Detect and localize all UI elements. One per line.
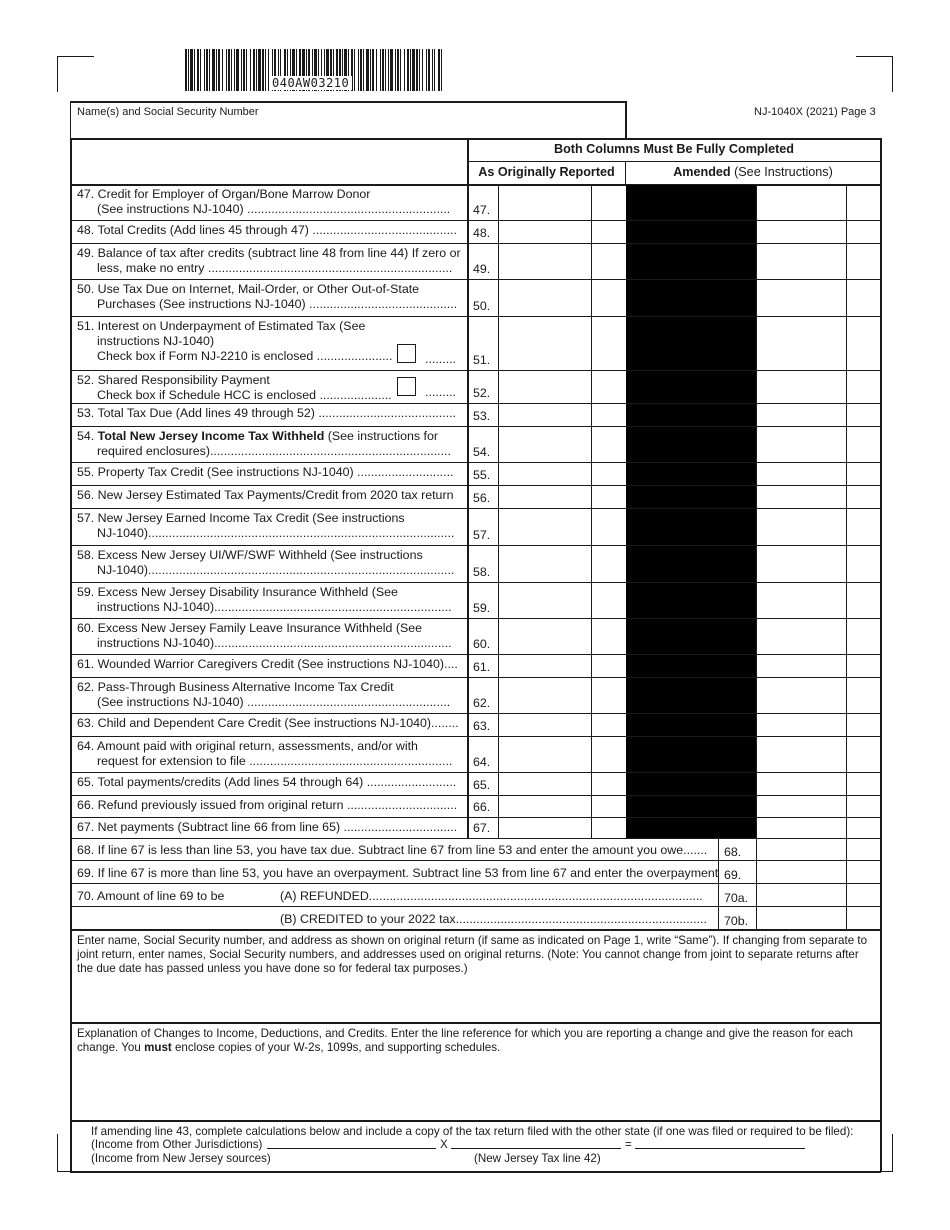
line-62-label: 62. Pass-Through Business Alternative Income Tax Credit (See instructions NJ-1040) ........................................................... bbox=[77, 680, 451, 709]
barcode-bar bbox=[416, 49, 418, 91]
barcode-bar bbox=[209, 49, 210, 91]
barcode-bar bbox=[236, 49, 239, 91]
barcode-bar bbox=[204, 49, 205, 91]
line-58-original-dollars-field[interactable] bbox=[499, 546, 591, 582]
line-63-amended-dollars-field[interactable] bbox=[757, 714, 846, 736]
line-56-label: 56. New Jersey Estimated Tax Payments/Credit from 2020 tax return bbox=[77, 488, 454, 502]
line-47-label: 47. Credit for Employer of Organ/Bone Marrow Donor (See instructions NJ-1040) ........................................................... bbox=[77, 187, 451, 216]
barcode-bar bbox=[358, 49, 359, 91]
line-61-amended-cents-field[interactable] bbox=[847, 655, 880, 677]
line-68-dollars-field[interactable] bbox=[757, 839, 846, 860]
barcode-bar bbox=[428, 49, 430, 91]
col-amended-heading: Amended (See Instructions) bbox=[673, 165, 833, 179]
line-51-original-cents-field[interactable] bbox=[592, 317, 625, 370]
line-60-number: 60. bbox=[473, 637, 491, 651]
line-70a-label: (A) REFUNDED................................................................................................. bbox=[280, 889, 703, 903]
line-61-original-cents-field[interactable] bbox=[592, 655, 625, 677]
line-64-amended-cents-field[interactable] bbox=[847, 737, 880, 772]
line-70a-number: 70a. bbox=[724, 891, 749, 905]
line-65-label: 65. Total payments/credits (Add lines 54 through 64) .......................... bbox=[77, 775, 457, 789]
barcode-bar bbox=[395, 49, 396, 91]
line-48-number: 48. bbox=[473, 226, 491, 240]
barcode-bar bbox=[400, 49, 401, 91]
line-62-amended-cents-field[interactable] bbox=[847, 678, 880, 713]
line-52-label: 52. Shared Responsibility Payment Check box if Schedule HCC is enclosed ..................... bbox=[77, 373, 392, 402]
barcode-bar bbox=[410, 49, 411, 91]
line-66-label: 66. Refund previously issued from original return ................................ bbox=[77, 798, 458, 812]
line-52-original-dollars-field[interactable] bbox=[499, 371, 591, 403]
income-nj-sources-label: (Income from New Jersey sources) bbox=[91, 1152, 271, 1165]
line-59-number: 59. bbox=[473, 601, 491, 615]
line-67-original-dollars-field[interactable] bbox=[499, 818, 591, 838]
line-64-original-cents-field[interactable] bbox=[592, 737, 625, 772]
barcode-bar bbox=[185, 49, 187, 91]
line-48-amended-cents-field[interactable] bbox=[847, 221, 880, 243]
line-59-amended-dollars-field[interactable] bbox=[757, 583, 846, 618]
line-65-original-cents-field[interactable] bbox=[592, 773, 625, 795]
line-63-label: 63. Child and Dependent Care Credit (See instructions NJ-1040)........ bbox=[77, 716, 459, 730]
line-68-cents-field[interactable] bbox=[847, 839, 880, 860]
line-59-original-dollars-field[interactable] bbox=[499, 583, 591, 618]
line-64-label: 64. Amount paid with original return, assessments, and/or with request for extension to file ........................................................... bbox=[77, 739, 453, 768]
line-65-amended-dollars-field[interactable] bbox=[757, 773, 846, 795]
line-51-original-dollars-field[interactable] bbox=[499, 317, 591, 370]
name-address-instructions: Enter name, Social Security number, and address as shown on original return (if same as indicated on Page 1, write “Same”). If changing from separate to joint return, enter names, Social Security numbers, and addresses used on original returns. (Note: You cannot change from joint to separate returns after the due date has passed unless you have done so for federal tax purposes.) bbox=[77, 934, 868, 975]
line-56-original-cents-field[interactable] bbox=[592, 486, 625, 508]
line-59-original-cents-field[interactable] bbox=[592, 583, 625, 618]
line-70a-dollars-field[interactable] bbox=[757, 884, 846, 906]
equals-sign: = bbox=[625, 1138, 632, 1151]
name-address-field[interactable] bbox=[72, 980, 879, 1021]
income-other-jurisdictions-label: (Income from Other Jurisdictions) bbox=[91, 1138, 263, 1151]
barcode-bar bbox=[212, 49, 215, 91]
barcode-bar bbox=[194, 49, 195, 91]
line-47-number: 47. bbox=[473, 203, 491, 217]
form-page-label: NJ-1040X (2021) Page 3 bbox=[754, 106, 876, 118]
line-56-original-dollars-field[interactable] bbox=[499, 486, 591, 508]
line-48-label: 48. Total Credits (Add lines 45 through 47) .......................................... bbox=[77, 223, 457, 237]
income-other-jurisdictions-line[interactable] bbox=[267, 1148, 436, 1149]
barcode-bar bbox=[441, 49, 442, 91]
explanation-instructions: Explanation of Changes to Income, Deductions, and Credits. Enter the line reference for which you are reporting a change and give the reason for each change. You must enclose copies of your W-2s, 1099s, and supporting schedules. bbox=[77, 1027, 853, 1054]
line-61-label: 61. Wounded Warrior Caregivers Credit (See instructions NJ-1040).... bbox=[77, 657, 458, 671]
line-60-amended-dollars-field[interactable] bbox=[757, 619, 846, 654]
barcode-text: 040AW03210 bbox=[269, 76, 352, 90]
line-62-original-cents-field[interactable] bbox=[592, 678, 625, 713]
line-58-original-cents-field[interactable] bbox=[592, 546, 625, 582]
line-66-original-dollars-field[interactable] bbox=[499, 796, 591, 817]
line-55-original-cents-field[interactable] bbox=[592, 463, 625, 485]
barcode-bar bbox=[241, 49, 242, 91]
barcode-bar bbox=[197, 49, 199, 91]
line-57-amended-dollars-field[interactable] bbox=[757, 509, 846, 545]
line-48-original-cents-field[interactable] bbox=[592, 221, 625, 243]
line-57-label: 57. New Jersey Earned Income Tax Credit (See instructions NJ-1040)......................................................................................... bbox=[77, 511, 455, 540]
line-67-original-cents-field[interactable] bbox=[592, 818, 625, 838]
barcode-bar bbox=[226, 49, 227, 91]
barcode-bar bbox=[265, 49, 266, 91]
line-51-amended-cents-field[interactable] bbox=[847, 317, 880, 370]
line-63-original-dollars-field[interactable] bbox=[499, 714, 591, 736]
line-66-amended-dollars-field[interactable] bbox=[757, 796, 846, 817]
line-49-original-dollars-field[interactable] bbox=[499, 244, 591, 279]
barcode bbox=[185, 49, 443, 91]
line-47-amended-dollars-field[interactable] bbox=[757, 185, 846, 220]
line-66-amended-cents-field[interactable] bbox=[847, 796, 880, 817]
line-60-original-cents-field[interactable] bbox=[592, 619, 625, 654]
barcode-bar bbox=[258, 49, 261, 91]
line-67-amended-dollars-field[interactable] bbox=[757, 818, 846, 838]
barcode-bar bbox=[231, 49, 232, 91]
line-51-label: 51. Interest on Underpayment of Estimated Tax (See instructions NJ-1040) Check box if Form NJ-2210 is enclosed ...................... bbox=[77, 319, 393, 363]
line-59-label: 59. Excess New Jersey Disability Insurance Withheld (See instructions NJ-1040)..................................................................... bbox=[77, 585, 452, 614]
line-57-amended-cents-field[interactable] bbox=[847, 509, 880, 545]
line-54-amended-dollars-field[interactable] bbox=[757, 427, 846, 462]
line-52-original-cents-field[interactable] bbox=[592, 371, 625, 403]
barcode-bar bbox=[412, 49, 415, 91]
line-60-label: 60. Excess New Jersey Family Leave Insurance Withheld (See instructions NJ-1040)..................................................................... bbox=[77, 621, 452, 650]
line-55-amended-dollars-field[interactable] bbox=[757, 463, 846, 485]
barcode-bar bbox=[262, 49, 264, 91]
barcode-bar bbox=[382, 49, 384, 91]
barcode-bar bbox=[432, 49, 433, 91]
line-51-leader-dots: ......... bbox=[425, 352, 456, 366]
line-56-amended-cents-field[interactable] bbox=[847, 486, 880, 508]
line-67-label: 67. Net payments (Subtract line 66 from line 65) ................................. bbox=[77, 820, 458, 834]
barcode-bar bbox=[426, 49, 427, 91]
line-68-number: 68. bbox=[724, 845, 742, 859]
barcode-bar bbox=[222, 49, 223, 91]
line-58-number: 58. bbox=[473, 565, 491, 579]
line-52-amended-cents-field[interactable] bbox=[847, 371, 880, 403]
barcode-bar bbox=[253, 49, 255, 91]
explanation-field[interactable] bbox=[72, 1058, 879, 1119]
line-53-number: 53. bbox=[473, 409, 491, 423]
line-66-original-cents-field[interactable] bbox=[592, 796, 625, 817]
blocked-cell-amended-a bbox=[626, 185, 719, 838]
form-nj2210-checkbox[interactable] bbox=[397, 344, 416, 363]
line-51-number: 51. bbox=[473, 353, 491, 367]
line-50-amended-cents-field[interactable] bbox=[847, 280, 880, 316]
barcode-bar bbox=[390, 49, 393, 91]
line-61-original-dollars-field[interactable] bbox=[499, 655, 591, 677]
line-48-amended-dollars-field[interactable] bbox=[757, 221, 846, 243]
barcode-bar bbox=[366, 49, 369, 91]
barcode-bar bbox=[256, 49, 257, 91]
barcode-bar bbox=[243, 49, 245, 91]
line-60-original-dollars-field[interactable] bbox=[499, 619, 591, 654]
line-70-label: 70. Amount of line 69 to be bbox=[77, 889, 225, 903]
line-57-number: 57. bbox=[473, 528, 491, 542]
line-50-label: 50. Use Tax Due on Internet, Mail-Order, or Other Out-of-State Purchases (See instructions NJ-1040) ........................................... bbox=[77, 282, 458, 311]
barcode-bar bbox=[419, 49, 420, 91]
barcode-bar bbox=[404, 49, 405, 91]
line-49-amended-cents-field[interactable] bbox=[847, 244, 880, 279]
line-54-number: 54. bbox=[473, 445, 491, 459]
barcode-bar bbox=[200, 49, 201, 91]
line-53-label: 53. Total Tax Due (Add lines 49 through 52) ........................................ bbox=[77, 406, 457, 420]
line-52-leader-dots: ......... bbox=[425, 385, 456, 399]
line-67-number: 67. bbox=[473, 821, 491, 835]
line-70b-cents-field[interactable] bbox=[847, 907, 880, 929]
line-55-number: 55. bbox=[473, 468, 491, 482]
line-70b-dollars-field[interactable] bbox=[757, 907, 846, 929]
line-65-original-dollars-field[interactable] bbox=[499, 773, 591, 795]
line-54-original-dollars-field[interactable] bbox=[499, 427, 591, 462]
line-62-amended-dollars-field[interactable] bbox=[757, 678, 846, 713]
result-line[interactable] bbox=[635, 1148, 805, 1149]
corner-mark-top-right bbox=[856, 56, 893, 92]
line-54-original-cents-field[interactable] bbox=[592, 427, 625, 462]
line-49-amended-dollars-field[interactable] bbox=[757, 244, 846, 279]
both-columns-note: Both Columns Must Be Fully Completed bbox=[554, 142, 794, 156]
barcode-bar bbox=[218, 49, 220, 91]
barcode-bar bbox=[422, 49, 423, 91]
line-55-label: 55. Property Tax Credit (See instructions NJ-1040) ............................ bbox=[77, 465, 454, 479]
line-63-amended-cents-field[interactable] bbox=[847, 714, 880, 736]
line-58-amended-cents-field[interactable] bbox=[847, 546, 880, 582]
line-58-amended-dollars-field[interactable] bbox=[757, 546, 846, 582]
barcode-bar bbox=[438, 49, 440, 91]
line-47-original-dollars-field[interactable] bbox=[499, 185, 591, 220]
line43-calc-instructions: If amending line 43, complete calculations below and include a copy of the tax return filed with the other state (if one was filed or required to be filed): bbox=[91, 1125, 854, 1138]
line-63-original-cents-field[interactable] bbox=[592, 714, 625, 736]
barcode-bar bbox=[250, 49, 251, 91]
line-53-original-cents-field[interactable] bbox=[592, 404, 625, 426]
line-54-label: 54. Total New Jersey Income Tax Withheld (See instructions for required enclosures)...................................................................... bbox=[77, 429, 451, 458]
schedule-hcc-checkbox[interactable] bbox=[397, 377, 416, 396]
line-62-number: 62. bbox=[473, 696, 491, 710]
line-67-amended-cents-field[interactable] bbox=[847, 818, 880, 838]
barcode-bar bbox=[188, 49, 189, 91]
line-56-number: 56. bbox=[473, 491, 491, 505]
line-52-amended-dollars-field[interactable] bbox=[757, 371, 846, 403]
name-ssn-field[interactable] bbox=[72, 112, 624, 138]
barcode-bar bbox=[407, 49, 409, 91]
line-54-amended-cents-field[interactable] bbox=[847, 427, 880, 462]
line-47-amended-cents-field[interactable] bbox=[847, 185, 880, 220]
line-53-original-dollars-field[interactable] bbox=[499, 404, 591, 426]
barcode-bar bbox=[216, 49, 217, 91]
line-70b-number: 70b. bbox=[724, 914, 749, 928]
barcode-bar bbox=[363, 49, 364, 91]
name-ssn-label: Name(s) and Social Security Number bbox=[77, 106, 259, 118]
barcode-bar bbox=[360, 49, 362, 91]
line-49-number: 49. bbox=[473, 262, 491, 276]
line-61-number: 61. bbox=[473, 660, 491, 674]
line-50-amended-dollars-field[interactable] bbox=[757, 280, 846, 316]
line-69-cents-field[interactable] bbox=[847, 861, 880, 883]
barcode-bar bbox=[190, 49, 193, 91]
line-55-amended-cents-field[interactable] bbox=[847, 463, 880, 485]
barcode-bar bbox=[370, 49, 371, 91]
corner-mark-bottom-right bbox=[856, 1134, 893, 1172]
line-69-label: 69. If line 67 is more than line 53, you have an overpayment. Subtract line 53 from line 67 and enter the overpayment bbox=[77, 866, 719, 880]
line-52-number: 52. bbox=[473, 386, 491, 400]
line-50-original-cents-field[interactable] bbox=[592, 280, 625, 316]
barcode-bar bbox=[397, 49, 399, 91]
line-64-original-dollars-field[interactable] bbox=[499, 737, 591, 772]
line-53-amended-dollars-field[interactable] bbox=[757, 404, 846, 426]
line-57-original-dollars-field[interactable] bbox=[499, 509, 591, 545]
barcode-bar bbox=[206, 49, 208, 91]
line-57-original-cents-field[interactable] bbox=[592, 509, 625, 545]
col-original-heading: As Originally Reported bbox=[478, 165, 615, 179]
line-64-amended-dollars-field[interactable] bbox=[757, 737, 846, 772]
corner-mark-top-left bbox=[57, 56, 94, 92]
line-65-number: 65. bbox=[473, 778, 491, 792]
barcode-bar bbox=[228, 49, 230, 91]
blocked-cell-amended-b bbox=[719, 185, 756, 838]
barcode-bar bbox=[380, 49, 381, 91]
barcode-bar bbox=[234, 49, 235, 91]
barcode-bar bbox=[246, 49, 247, 91]
line-47-original-cents-field[interactable] bbox=[592, 185, 625, 220]
line-61-amended-dollars-field[interactable] bbox=[757, 655, 846, 677]
line-50-number: 50. bbox=[473, 299, 491, 313]
line-51-amended-dollars-field[interactable] bbox=[757, 317, 846, 370]
line-49-original-cents-field[interactable] bbox=[592, 244, 625, 279]
barcode-bar bbox=[354, 49, 355, 91]
barcode-bar bbox=[388, 49, 389, 91]
barcode-bar bbox=[434, 49, 435, 91]
line-63-number: 63. bbox=[473, 719, 491, 733]
line-64-number: 64. bbox=[473, 755, 491, 769]
line-56-amended-dollars-field[interactable] bbox=[757, 486, 846, 508]
multiply-sign: X bbox=[440, 1138, 448, 1151]
line-66-number: 66. bbox=[473, 800, 491, 814]
corner-mark-bottom-left bbox=[57, 1134, 94, 1172]
line-65-amended-cents-field[interactable] bbox=[847, 773, 880, 795]
nj-tax-line42-label: (New Jersey Tax line 42) bbox=[474, 1152, 601, 1165]
line-55-original-dollars-field[interactable] bbox=[499, 463, 591, 485]
line-70b-label: (B) CREDITED to your 2022 tax......................................................................... bbox=[280, 912, 707, 926]
line-53-amended-cents-field[interactable] bbox=[847, 404, 880, 426]
line-58-label: 58. Excess New Jersey UI/WF/SWF Withheld (See instructions NJ-1040)......................................................................................... bbox=[77, 548, 455, 577]
barcode-bar bbox=[372, 49, 374, 91]
barcode-bar bbox=[376, 49, 377, 91]
line-68-label: 68. If line 67 is less than line 53, you have tax due. Subtract line 67 from line 53 and enter the amount you owe....... bbox=[77, 843, 708, 857]
line-70a-cents-field[interactable] bbox=[847, 884, 880, 906]
line-69-dollars-field[interactable] bbox=[757, 861, 846, 883]
line-50-original-dollars-field[interactable] bbox=[499, 280, 591, 316]
line-69-number: 69. bbox=[724, 868, 742, 882]
line-62-original-dollars-field[interactable] bbox=[499, 678, 591, 713]
line-48-original-dollars-field[interactable] bbox=[499, 221, 591, 243]
barcode-bar bbox=[385, 49, 386, 91]
line-49-label: 49. Balance of tax after credits (subtract line 48 from line 44) If zero or less, make no entry ....................................................................... bbox=[77, 246, 461, 275]
line-60-amended-cents-field[interactable] bbox=[847, 619, 880, 654]
nj-tax-line[interactable] bbox=[451, 1148, 621, 1149]
line-59-amended-cents-field[interactable] bbox=[847, 583, 880, 618]
